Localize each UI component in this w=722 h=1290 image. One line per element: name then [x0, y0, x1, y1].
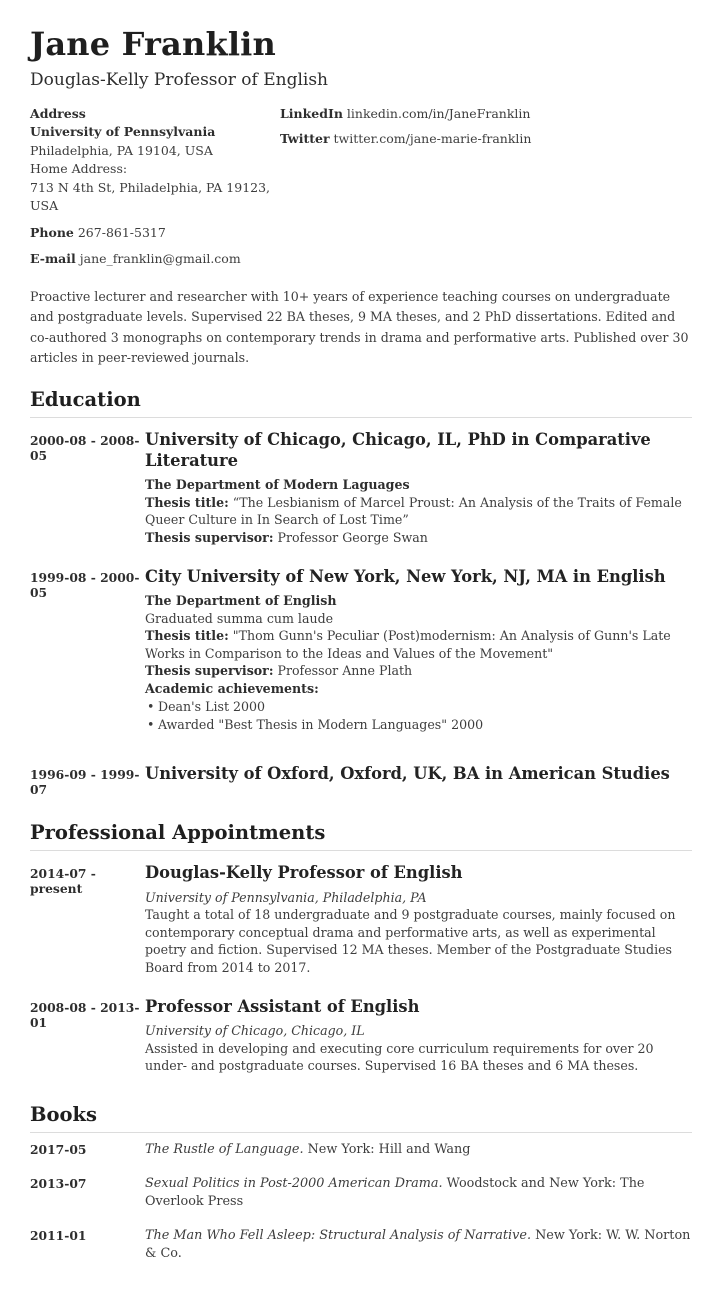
entry-thesis-title — [145, 494, 692, 529]
entry-title: University of Chicago, Chicago, IL, PhD in Comparative Literature — [145, 430, 651, 470]
address-label — [30, 105, 280, 124]
entry-thesis-supervisor — [145, 662, 692, 680]
entry-thesis-supervisor — [145, 529, 692, 547]
entry-description: Taught a total of 18 undergraduate and 9 postgraduate courses, mainly focused on contemporary conceptual drama and performative arts, as well as experimental poetry and fiction. Supervised 12 MA theses. Member of the Postgraduate Studies Board from 2014 to 2017. — [145, 907, 676, 976]
entry-title: Douglas-Kelly Professor of English — [145, 863, 463, 883]
contact-right-column — [280, 105, 692, 269]
address-org — [30, 123, 280, 142]
entry-thesis-title — [145, 627, 692, 662]
appointment-entry — [30, 851, 692, 984]
entry-title: Professor Assistant of English — [145, 996, 420, 1016]
book-citation — [145, 1175, 692, 1211]
book-publisher: New York: W. W. Norton & Co. — [145, 1227, 691, 1261]
linkedin-row — [280, 105, 692, 124]
entry-department — [145, 592, 692, 610]
thesis-supervisor-text: Professor George Swan — [277, 529, 428, 545]
contact-block — [30, 105, 692, 269]
entry-dates: 2008-08 - 2013-01 — [30, 999, 140, 1030]
thesis-supervisor-text: Professor Anne Plath — [277, 663, 413, 679]
thesis-title-text: “The Lesbianism of Marcel Proust: An Analysis of the Traits of Female Queer Culture in In Search of Lost Time” — [145, 494, 682, 528]
achievements-label-text: Academic achievements: — [145, 681, 319, 697]
twitter-value: twitter.com/jane-marie-franklin — [333, 131, 532, 147]
entry-title: University of Oxford, Oxford, UK, BA in American Studies — [145, 764, 670, 784]
thesis-title-label: Thesis title: — [145, 628, 229, 644]
person-name: Jane Franklin — [30, 25, 277, 63]
education-entry — [30, 742, 692, 801]
book-entry — [30, 1167, 692, 1219]
achievement-item: • Awarded "Best Thesis in Modern Languages" 2000 — [145, 716, 692, 734]
book-dates: 2017-05 — [30, 1141, 87, 1157]
achievement-item: • Dean's List 2000 — [145, 698, 692, 716]
email-value: jane_franklin@gmail.com — [79, 251, 241, 267]
twitter-row — [280, 130, 692, 149]
book-entry — [30, 1133, 692, 1167]
resume-header — [30, 26, 692, 90]
person-job-title: Douglas-Kelly Professor of English — [30, 69, 329, 90]
entry-achievements-label — [145, 680, 692, 698]
entry-department-text: The Department of Modern Laguages — [145, 477, 410, 493]
achievements-list — [145, 698, 692, 735]
book-citation — [145, 1141, 692, 1159]
linkedin-label: LinkedIn — [280, 105, 343, 121]
phone-row — [30, 224, 280, 243]
address-line-3: 713 N 4th St, Philadelphia, PA 19123, USA — [30, 179, 271, 214]
entry-department-text: The Department of English — [145, 592, 337, 608]
entry-dates: 2000-08 - 2008-05 — [30, 433, 140, 464]
professional-summary: Proactive lecturer and researcher with 10+ years of experience teaching courses on undergraduate and postgraduate levels. Supervised 22 BA theses, 9 MA theses, and 2 PhD dissertations. Edited and co-authored 3 monographs on contemporary trends in drama and performative arts. Published over 30 articles in peer-reviewed journals. — [30, 288, 689, 365]
entry-body — [145, 764, 692, 797]
thesis-supervisor-label: Thesis supervisor: — [145, 529, 274, 545]
education-entry — [30, 418, 692, 554]
phone-label: Phone — [30, 224, 74, 240]
book-publisher: New York: Hill and Wang — [307, 1141, 471, 1157]
book-entry — [30, 1219, 692, 1271]
entry-body — [145, 997, 692, 1075]
entry-dates: 2014-07 - present — [30, 866, 96, 897]
entry-note: Graduated summa cum laude — [145, 610, 334, 626]
thesis-supervisor-label: Thesis supervisor: — [145, 663, 274, 679]
appointment-entry — [30, 985, 692, 1083]
education-entry — [30, 555, 692, 743]
book-title: The Man Who Fell Asleep: Structural Analysis of Narrative. — [145, 1227, 532, 1243]
twitter-label: Twitter — [280, 131, 330, 147]
email-label: E-mail — [30, 251, 76, 267]
entry-organization: University of Chicago, Chicago, IL — [145, 1023, 365, 1039]
section-heading-books: Books — [30, 1103, 692, 1133]
address-label-text: Address — [30, 105, 86, 121]
entry-body — [145, 430, 692, 546]
entry-organization: University of Pennsylvania, Philadelphia, PA — [145, 889, 427, 905]
email-row — [30, 250, 280, 269]
entry-description: Assisted in developing and executing core curriculum requirements for over 20 under- and postgraduate courses. Supervised 16 BA theses and 6 MA theses. — [145, 1040, 654, 1074]
entry-body — [145, 863, 692, 976]
section-heading-education: Education — [30, 388, 692, 418]
contact-left-column — [30, 105, 280, 269]
thesis-title-label: Thesis title: — [145, 494, 229, 510]
book-citation — [145, 1227, 692, 1263]
phone-value: 267-861-5317 — [77, 224, 166, 240]
book-title: Sexual Politics in Post-2000 American Drama. — [145, 1175, 443, 1191]
entry-title: City University of New York, New York, NJ, MA in English — [145, 566, 666, 586]
entry-dates: 1999-08 - 2000-05 — [30, 569, 140, 600]
address-line-1: Philadelphia, PA 19104, USA — [30, 142, 213, 158]
book-publisher: Woodstock and New York: The Overlook Press — [145, 1175, 645, 1209]
entry-body — [145, 567, 692, 735]
thesis-title-text: "Thom Gunn's Peculiar (Post)modernism: An Analysis of Gunn's Late Works in Comparison to the Ideas and Values of the Movement" — [145, 628, 671, 661]
section-heading-appointments: Professional Appointments — [30, 821, 692, 851]
address-org-text: University of Pennsylvania — [30, 124, 216, 140]
book-title: The Rustle of Language. — [145, 1141, 304, 1157]
book-dates: 2011-01 — [30, 1227, 87, 1243]
book-dates: 2013-07 — [30, 1175, 87, 1191]
entry-dates: 1996-09 - 1999-07 — [30, 767, 140, 798]
address-line-2: Home Address: — [30, 161, 128, 177]
linkedin-value: linkedin.com/in/JaneFranklin — [346, 105, 531, 121]
entry-department — [145, 476, 692, 494]
